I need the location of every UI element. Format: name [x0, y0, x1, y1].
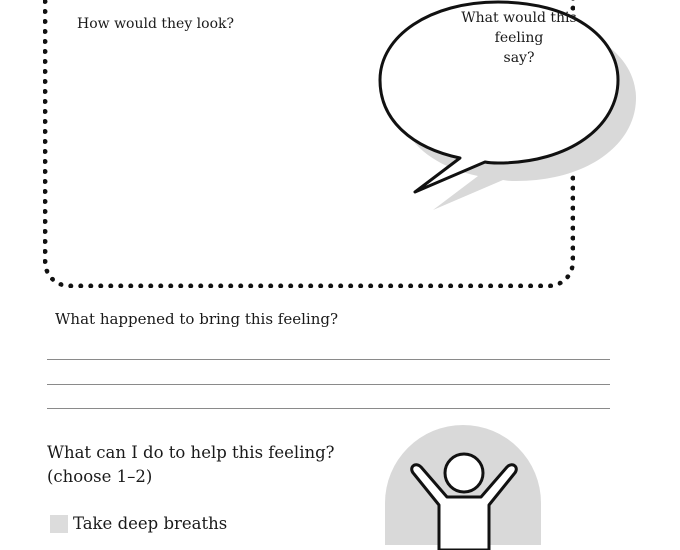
writing-line-1[interactable] [47, 359, 610, 360]
option-checkbox[interactable] [50, 515, 68, 533]
writing-line-2[interactable] [47, 384, 610, 385]
help-prompt-line-1: What can I do to help this feeling? [47, 443, 335, 462]
help-prompt-line-2: (choose 1–2) [47, 467, 153, 486]
option-label: Take deep breaths [73, 514, 228, 533]
figure-panel [385, 425, 545, 550]
writing-line-3[interactable] [47, 408, 610, 409]
speech-prompt [435, 8, 603, 68]
look-prompt: How would they look? [77, 16, 235, 32]
speech-prompt-line-1: What would this feeling [461, 10, 577, 46]
happened-prompt: What happened to bring this feeling? [55, 310, 338, 328]
help-prompt [47, 441, 335, 489]
speech-prompt-line-2: say? [503, 50, 535, 66]
